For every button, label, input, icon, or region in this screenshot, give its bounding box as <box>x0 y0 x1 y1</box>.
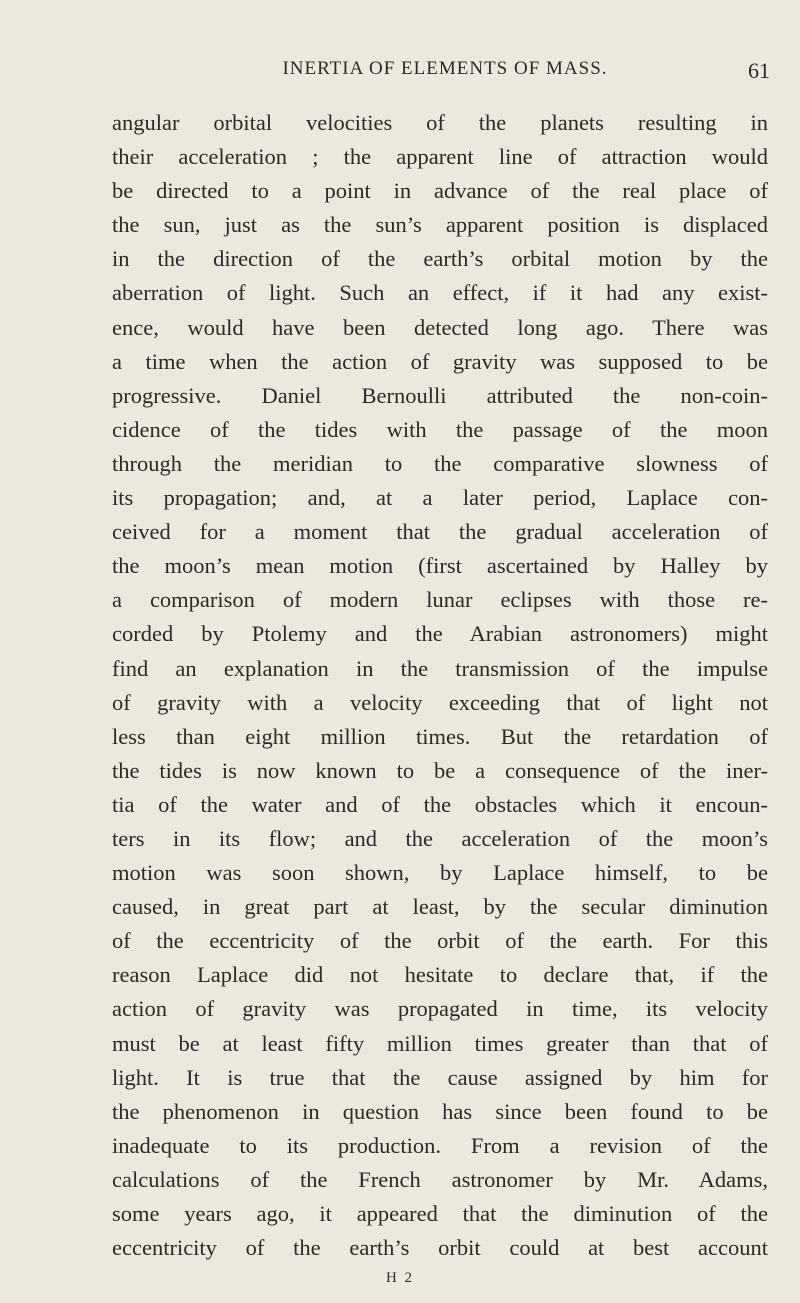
text-line: the sun, just as the sun’s apparent position is displaced <box>112 212 768 238</box>
text-line: ceived for a moment that the gradual acceleration of <box>112 519 768 545</box>
text-line: the phenomenon in question has since been found to be <box>112 1098 768 1124</box>
text-line: ence, would have been detected long ago. There was <box>112 314 768 340</box>
text-line: of the eccentricity of the orbit of the earth. For this <box>112 928 768 954</box>
text-line: a time when the action of gravity was supposed to be <box>112 348 768 374</box>
text-line: calculations of the French astronomer by Mr. Adams, <box>112 1166 768 1192</box>
page-number: 61 <box>748 58 770 83</box>
text-line: progressive. Daniel Bernoulli attributed the non-coin- <box>112 382 768 408</box>
text-line: angular orbital velocities of the planets resulting in <box>112 110 768 135</box>
text-line: its propagation; and, at a later period, Laplace con- <box>112 485 768 511</box>
text-line: reason Laplace did not hesitate to declare that, if the <box>112 962 768 988</box>
running-head <box>120 58 770 88</box>
text-line: the tides is now known to be a consequence of the iner- <box>112 757 768 783</box>
body-text <box>112 106 768 1265</box>
text-line: corded by Ptolemy and the Arabian astronomers) might <box>112 621 768 647</box>
text-line: cidence of the tides with the passage of the moon <box>112 416 768 442</box>
running-title: INERTIA OF ELEMENTS OF MASS. <box>282 58 608 79</box>
text-line: less than eight million times. But the retardation of <box>112 723 768 749</box>
text-line: motion was soon shown, by Laplace himself, to be <box>112 860 768 886</box>
text-line: find an explanation in the transmission of the impulse <box>112 655 768 681</box>
text-line: a comparison of modern lunar eclipses with those re- <box>112 587 768 613</box>
text-line: be directed to a point in advance of the real place of <box>112 178 768 204</box>
text-line: caused, in great part at least, by the secular diminution <box>112 894 768 920</box>
text-line: aberration of light. Such an effect, if it had any exist- <box>112 280 768 306</box>
text-line: must be at least fifty million times greater than that of <box>112 1030 768 1056</box>
text-line: tia of the water and of the obstacles which it encoun- <box>112 791 768 817</box>
text-line: of gravity with a velocity exceeding that of light not <box>112 689 768 715</box>
text-line: ters in its flow; and the acceleration of the moon’s <box>112 825 768 851</box>
text-line: through the meridian to the comparative slowness of <box>112 450 768 476</box>
text-line: their acceleration ; the apparent line of attraction would <box>112 144 768 170</box>
signature-mark: H 2 <box>385 1270 415 1286</box>
text-line: in the direction of the earth’s orbital motion by the <box>112 246 768 272</box>
text-line: action of gravity was propagated in time, its velocity <box>112 996 768 1022</box>
text-line: light. It is true that the cause assigned by him for <box>112 1064 768 1090</box>
text-line: eccentricity of the earth’s orbit could at best account <box>112 1235 768 1261</box>
text-line: some years ago, it appeared that the diminution of the <box>112 1201 768 1226</box>
text-line: the moon’s mean motion (first ascertained by Halley by <box>112 553 768 579</box>
text-line: inadequate to its production. From a revision of the <box>112 1132 768 1158</box>
